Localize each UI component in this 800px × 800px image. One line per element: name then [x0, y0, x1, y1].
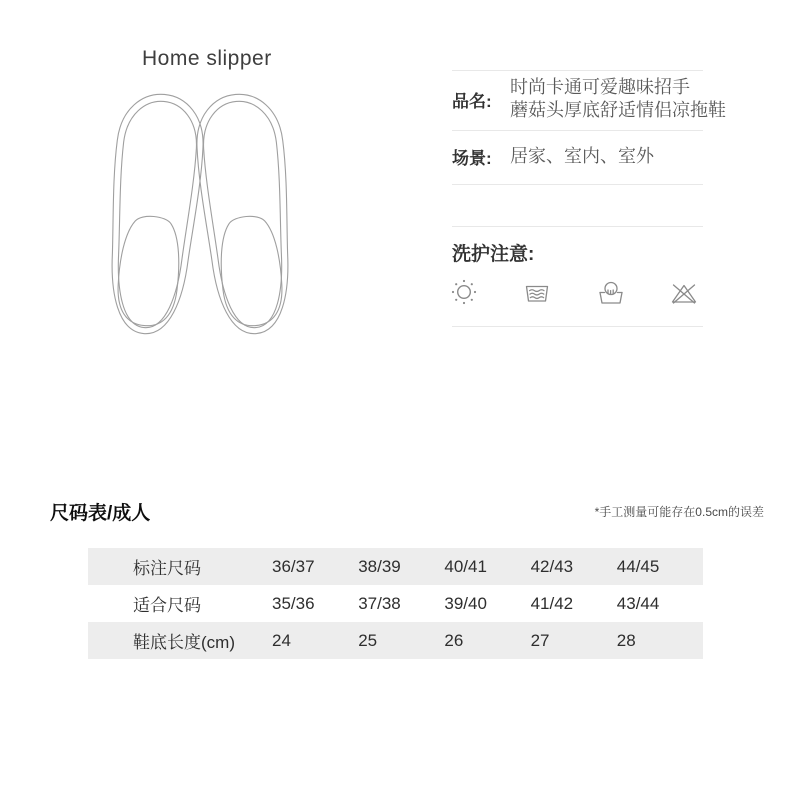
- table-cell: 24: [272, 630, 291, 650]
- slipper-pair-illustration: [100, 86, 300, 348]
- usage-scene-label: 场景:: [452, 149, 492, 168]
- divider: [452, 326, 703, 327]
- divider: [452, 184, 703, 185]
- table-cell: 39/40: [444, 593, 487, 613]
- table-cell: 28: [616, 630, 636, 650]
- product-name-label: 品名:: [452, 91, 492, 111]
- table-cell: 37/38: [358, 593, 401, 613]
- table-cell: 41/42: [530, 593, 574, 613]
- row-label: 标注尺码: [133, 559, 201, 578]
- usage-scene-row: [452, 144, 654, 169]
- table-row-marked-size: [88, 548, 703, 585]
- table-cell: 26: [444, 630, 464, 650]
- table-cell: 25: [358, 630, 378, 650]
- table-cell: 40/41: [444, 556, 487, 576]
- product-name-value: [510, 76, 726, 122]
- product-name-line-1: 时尚卡通可爱趣味招手: [510, 77, 690, 97]
- usage-scene-line-1: 居家、室内、室外: [510, 146, 654, 166]
- hand-wash-icon: [596, 277, 626, 307]
- row-label: 适合尺码: [133, 596, 201, 615]
- left-slipper-outline: [100, 91, 207, 338]
- table-cell: 42/43: [530, 556, 574, 576]
- table-row-fit-size: [88, 585, 703, 622]
- machine-wash-icon: [522, 277, 552, 307]
- product-name-row: [452, 76, 726, 122]
- row-label: 鞋底长度(cm): [133, 633, 235, 652]
- do-not-bleach-icon: [669, 277, 699, 307]
- page-title: Home slipper: [142, 47, 272, 70]
- table-cell: 43/44: [616, 593, 660, 613]
- size-table: [88, 548, 703, 659]
- divider: [452, 130, 703, 131]
- product-name-line-2: 蘑菇头厚底舒适情侣凉拖鞋: [510, 100, 726, 120]
- size-chart-heading: 尺码表/成人: [50, 503, 151, 524]
- table-cell: 36/37: [272, 556, 315, 576]
- table-cell: 35/36: [272, 593, 315, 613]
- usage-scene-value: [510, 145, 654, 168]
- table-cell: 44/45: [616, 556, 660, 576]
- sun-dry-icon: [449, 277, 479, 307]
- divider: [452, 226, 703, 227]
- right-slipper-outline: [192, 91, 299, 338]
- care-instructions-heading: 洗护注意:: [452, 244, 535, 265]
- size-chart-disclaimer: *手工测量可能存在0.5cm的误差: [594, 505, 764, 519]
- care-icons-row: [449, 277, 699, 307]
- table-cell: 38/39: [358, 556, 401, 576]
- divider: [452, 70, 703, 71]
- table-row-sole-length: [88, 622, 703, 659]
- table-cell: 27: [530, 630, 550, 650]
